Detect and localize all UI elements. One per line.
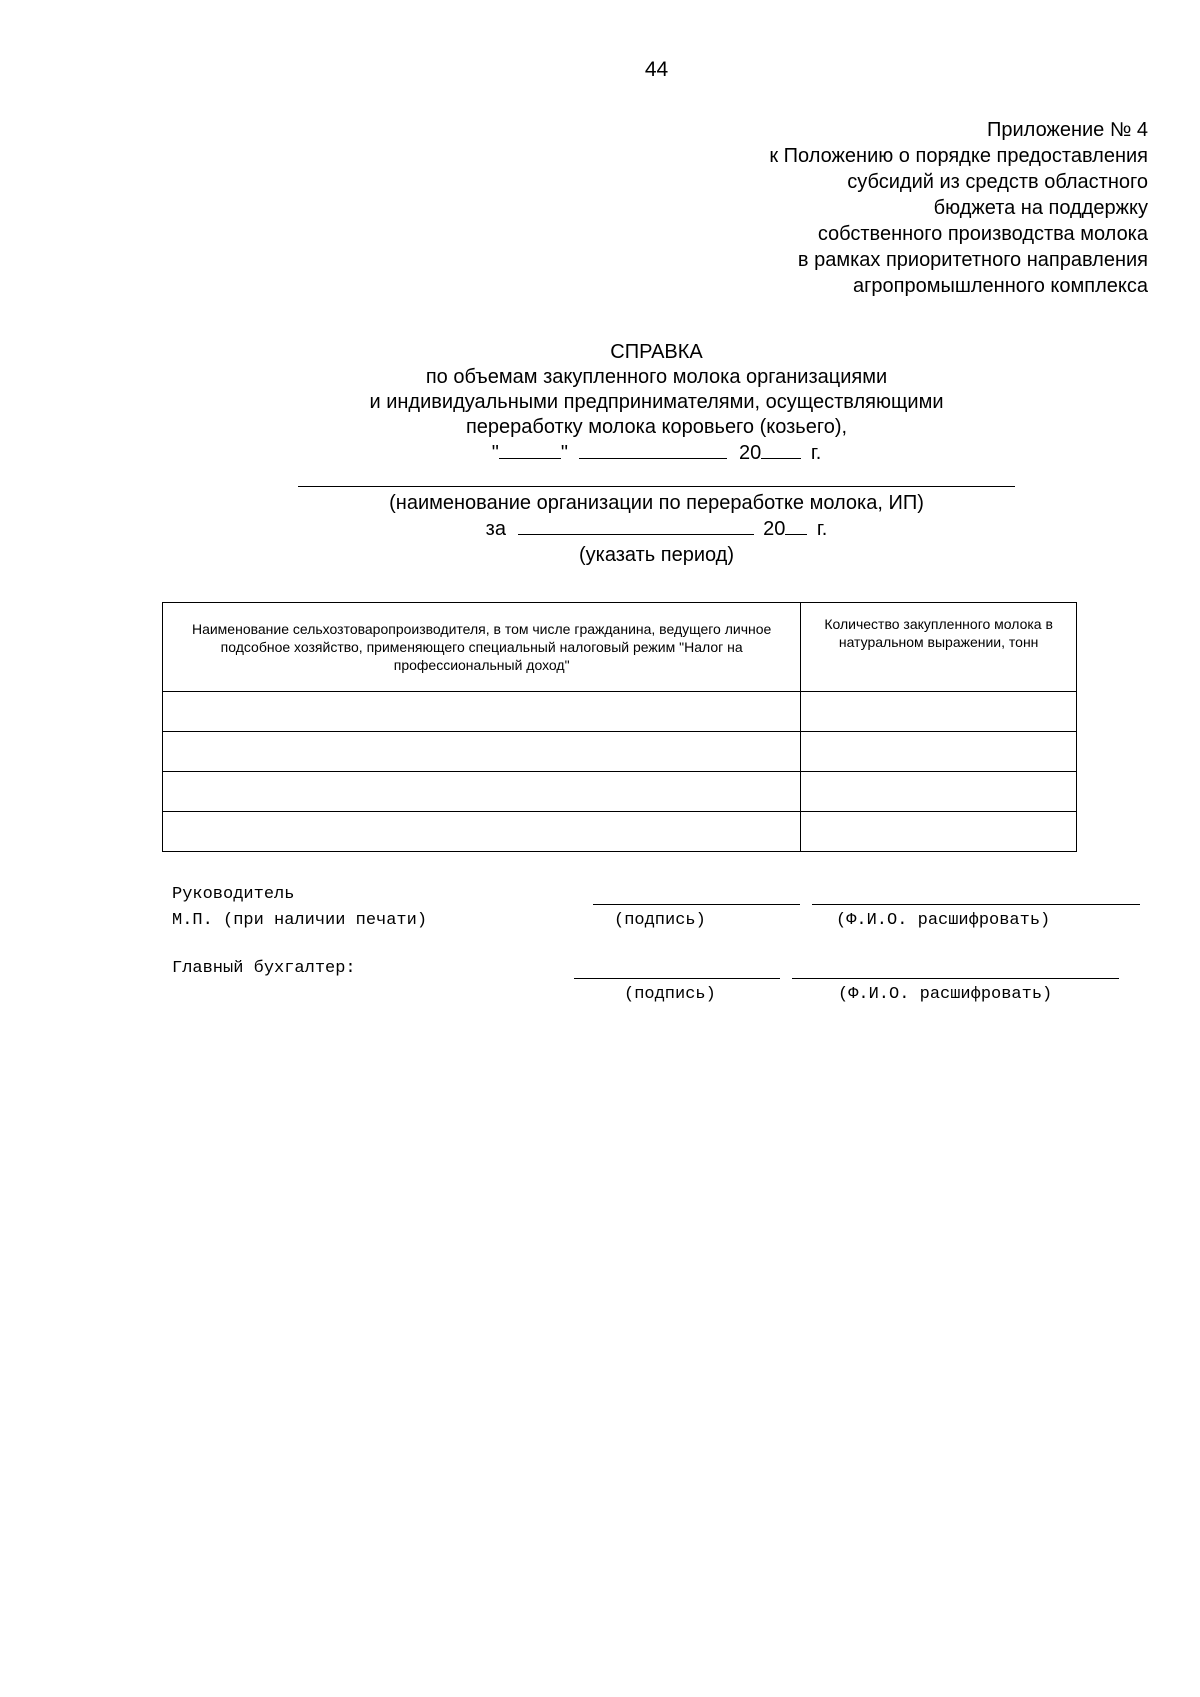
year-prefix: 20 — [739, 442, 762, 464]
page-number: 44 — [644, 58, 669, 81]
title-line: по объемам закупленного молока организациями — [425, 366, 888, 388]
quote-open: " — [491, 442, 499, 464]
title-line: переработку молока коровьего (козьего), — [465, 416, 848, 438]
head-label: Руководитель — [172, 885, 295, 904]
appendix-line: собственного производства молока — [817, 223, 1148, 245]
appendix-line: к Положению о порядке предоставления — [769, 145, 1148, 167]
accountant-name-caption: (Ф.И.О. расшифровать) — [838, 985, 1053, 1004]
quote-close: " — [560, 442, 568, 464]
period-blank[interactable] — [518, 516, 754, 535]
organization-name-line[interactable] — [298, 486, 1015, 487]
table-row — [163, 812, 1077, 852]
head-name-line[interactable] — [812, 904, 1140, 905]
head-signature-caption: (подпись) — [614, 911, 706, 930]
title-line: и индивидуальными предпринимателями, осуществляющими — [369, 391, 944, 413]
period-year-prefix: 20 — [763, 518, 786, 540]
table-header-row — [163, 603, 1077, 692]
table-cell[interactable] — [163, 772, 801, 812]
head-name-caption: (Ф.И.О. расшифровать) — [836, 911, 1051, 930]
period-year-suffix: г. — [816, 518, 828, 540]
organization-caption: (наименование организации по переработке молока, ИП) — [389, 492, 924, 514]
table-cell[interactable] — [163, 692, 801, 732]
accountant-name-line[interactable] — [792, 978, 1119, 979]
month-blank[interactable] — [579, 440, 727, 459]
appendix-line: агропромышленного комплекса — [852, 275, 1148, 297]
period-line — [0, 516, 1200, 542]
appendix-line: в рамках приоритетного направления — [797, 249, 1148, 271]
period-caption: (указать период) — [579, 544, 734, 566]
organization-block — [0, 490, 1200, 568]
table-cell[interactable] — [801, 692, 1077, 732]
appendix-line: бюджета на поддержку — [933, 197, 1148, 219]
year-blank[interactable] — [761, 440, 801, 459]
document-title — [0, 340, 1200, 466]
table-cell[interactable] — [163, 732, 801, 772]
date-line — [0, 440, 1200, 466]
table-row — [163, 772, 1077, 812]
period-year-blank[interactable] — [785, 516, 807, 535]
header-producer-name: Наименование сельхозтоваропроизводителя, в том числе гражданина, ведущего личное подсобное хозяйство, применяющего специальный налоговый режим "Налог на профессиональный доход" — [163, 603, 801, 692]
table-row — [163, 732, 1077, 772]
appendix-line: субсидий из средств областного — [847, 171, 1148, 193]
title-heading: СПРАВКА — [610, 341, 703, 363]
appendix-line: Приложение № 4 — [987, 119, 1148, 141]
day-blank[interactable] — [499, 440, 561, 459]
milk-volume-table — [162, 602, 1077, 852]
table-cell[interactable] — [801, 812, 1077, 852]
head-signature-line[interactable] — [593, 904, 800, 905]
header-milk-quantity: Количество закупленного молока в натуральном выражении, тонн — [801, 603, 1077, 692]
accountant-label: Главный бухгалтер: — [172, 959, 356, 978]
year-suffix: г. — [810, 442, 822, 464]
table-cell[interactable] — [801, 732, 1077, 772]
table-cell[interactable] — [801, 772, 1077, 812]
table-cell[interactable] — [163, 812, 801, 852]
table-row — [163, 692, 1077, 732]
accountant-signature-caption: (подпись) — [624, 985, 716, 1004]
period-prefix: за — [485, 518, 506, 540]
appendix-reference — [769, 117, 1148, 299]
stamp-label: М.П. (при наличии печати) — [172, 911, 428, 930]
accountant-signature-line[interactable] — [574, 978, 780, 979]
